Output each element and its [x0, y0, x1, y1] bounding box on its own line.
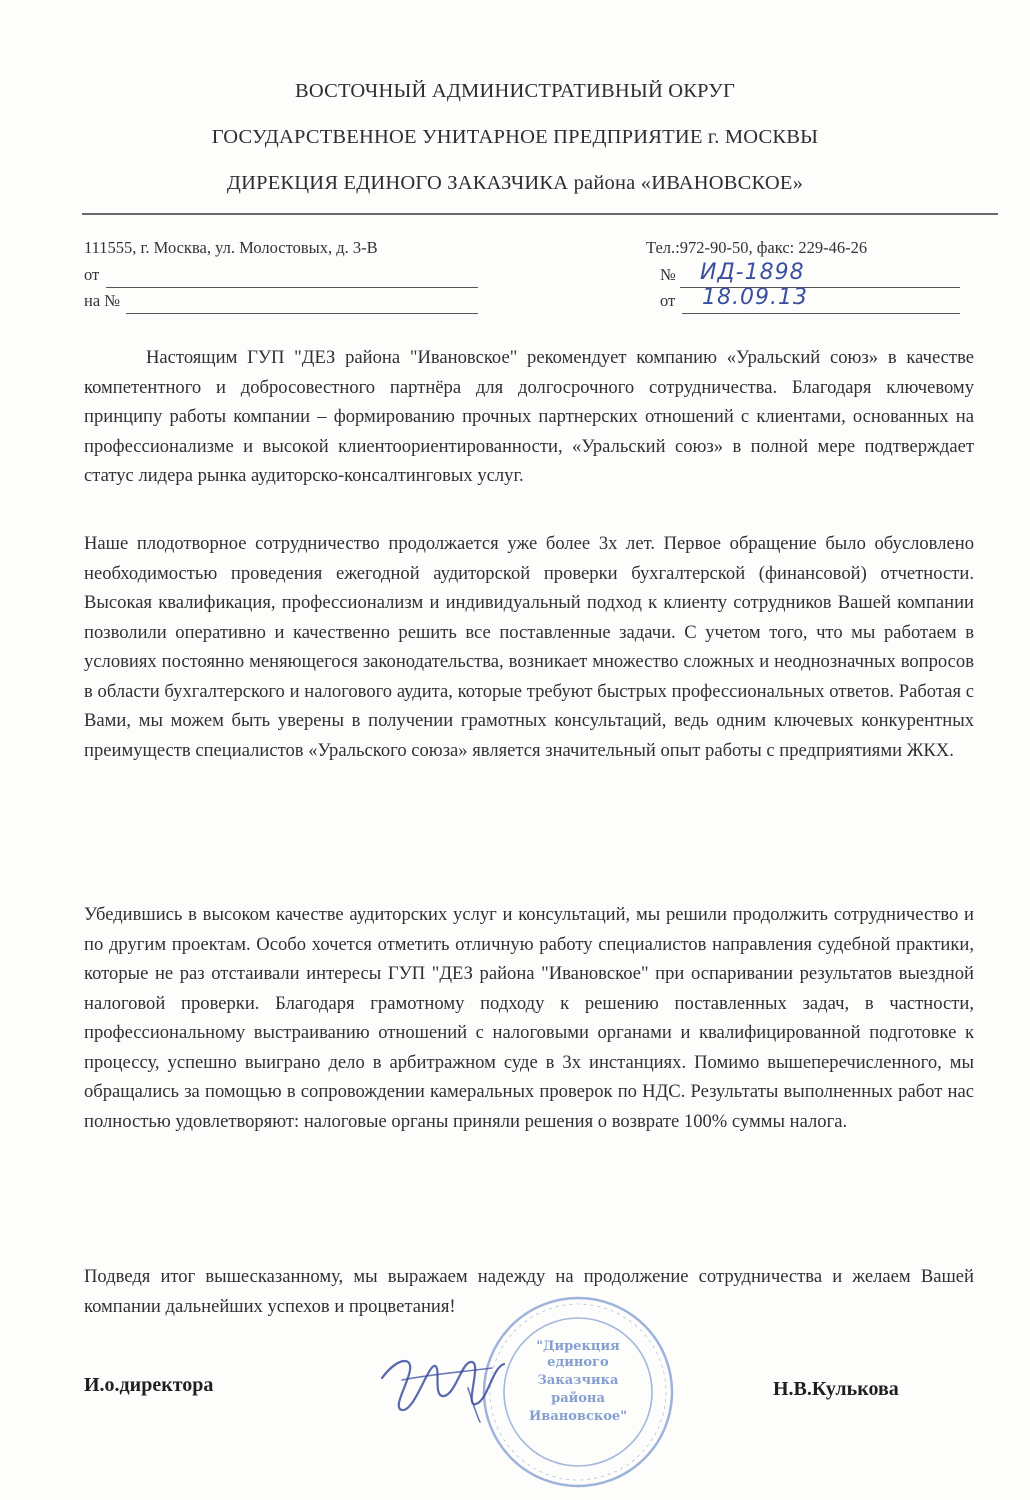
- body-paragraph-2: Наше плодотворное сотрудничество продолжается уже более 3х лет. Первое обращение было обусловлено необходимостью проведения ежегодной аудиторской проверки бухгалтерской (финансовой) отчетности. Высокая квалификация, профессионализм и индивидуальный подход к клиенту сотрудников Вашей компании позволили оперативно и качественно решить все поставленные задачи. С учетом того, что мы работаем в условиях постоянно меняющегося законодательства, возникает множество сложных и неоднозначных вопросов в области бухгалтерского и налогового аудита, которые требуют быстрых профессиональных ответов. Работая с Вами, мы можем быть уверены в получении грамотных консультаций, ведь одним ключевых конкурентных преимуществ специалистов «Уральского союза» является значительный опыт работы с предприятиями ЖКХ.: [84, 533, 974, 761]
- body-paragraph-1: Настоящим ГУП "ДЕЗ района "Ивановское" рекомендует компанию «Уральский союз» в качестве компетентного и добросовестного партнёра для долгосрочного сотрудничества. Благодаря ключевому принципу работы компании – формированию прочных партнерских отношений с клиентами, основанных на профессионализме и высокой клиентоориентированности, «Уральский союз» в полной мере подтверждает статус лидера рынка аудиторско-консалтинговых услуг.: [84, 347, 974, 486]
- from-field-line: [106, 287, 478, 288]
- svg-text:Ивановское": Ивановское": [529, 1409, 627, 1424]
- phone-fax: Тел.:972-90-50, факс: 229-46-26: [646, 238, 868, 257]
- letterhead-line-2: ГОСУДАРСТВЕННОЕ УНИТАРНОЕ ПРЕДПРИЯТИЕ г. МОСКВЫ: [211, 126, 819, 148]
- ref-field-line: [126, 313, 478, 314]
- letterhead-org-name: ДИРЕКЦИЯ ЕДИНОГО ЗАКАЗЧИКА: [226, 172, 569, 194]
- address: 111555, г. Москва, ул. Молостовых, д. 3-В: [84, 238, 378, 257]
- letterhead-district: района «ИВАНОВСКОЕ»: [568, 172, 804, 194]
- letterhead-line-3: [0, 172, 1030, 195]
- body-paragraph-3: Убедившись в высоком качестве аудиторских услуг и консультаций, мы решили продолжить сотрудничество и по другим проектам. Особо хочется отметить отличную работу специалистов направления судебной практики, которые не раз отстаивали интересы ГУП "ДЕЗ района "Ивановское" при оспаривании результатов выездной налоговой проверки. Благодаря грамотному подходу к решению поставленных задач, в частности, профессиональному выстраиванию отношений с налоговыми органами и квалифицированной подготовке к процессу, успешно выиграно дело в арбитражном суде в 3х инстанциях. Помимо вышеперечисленного, мы обращались за помощью в сопровождении камеральных проверок по НДС. Результаты выполненных работ нас полностью удовлетворяют: налоговые органы приняли решения о возврате 100% суммы налога.: [84, 904, 974, 1132]
- svg-text:"Дирекция: "Дирекция: [536, 1339, 620, 1354]
- handwritten-signature: [372, 1338, 532, 1428]
- from-label: от: [84, 265, 100, 284]
- outgoing-number-handwritten: ИД-1898: [700, 260, 805, 285]
- date-handwritten: 18.09.13: [702, 285, 808, 310]
- ref-label: на №: [84, 291, 121, 310]
- signatory-name: Н.В.Кулькова: [773, 1378, 899, 1400]
- letterhead-divider: [82, 213, 998, 215]
- date-field-line: [682, 313, 960, 314]
- date-label: от: [660, 291, 676, 310]
- signatory-title: И.о.директора: [84, 1374, 214, 1396]
- svg-text:Заказчика: Заказчика: [537, 1373, 619, 1388]
- body-paragraph-4: Подведя итог вышесказанному, мы выражаем надежду на продолжение сотрудничества и желаем Вашей компании дальнейших успехов и процветания!: [84, 1266, 974, 1317]
- svg-text:района: района: [551, 1391, 605, 1406]
- letterhead-line-1: ВОСТОЧНЫЙ АДМИНИСТРАТИВНЫЙ ОКРУГ: [294, 80, 736, 102]
- svg-text:единого: единого: [547, 1355, 609, 1370]
- number-label: №: [660, 265, 676, 284]
